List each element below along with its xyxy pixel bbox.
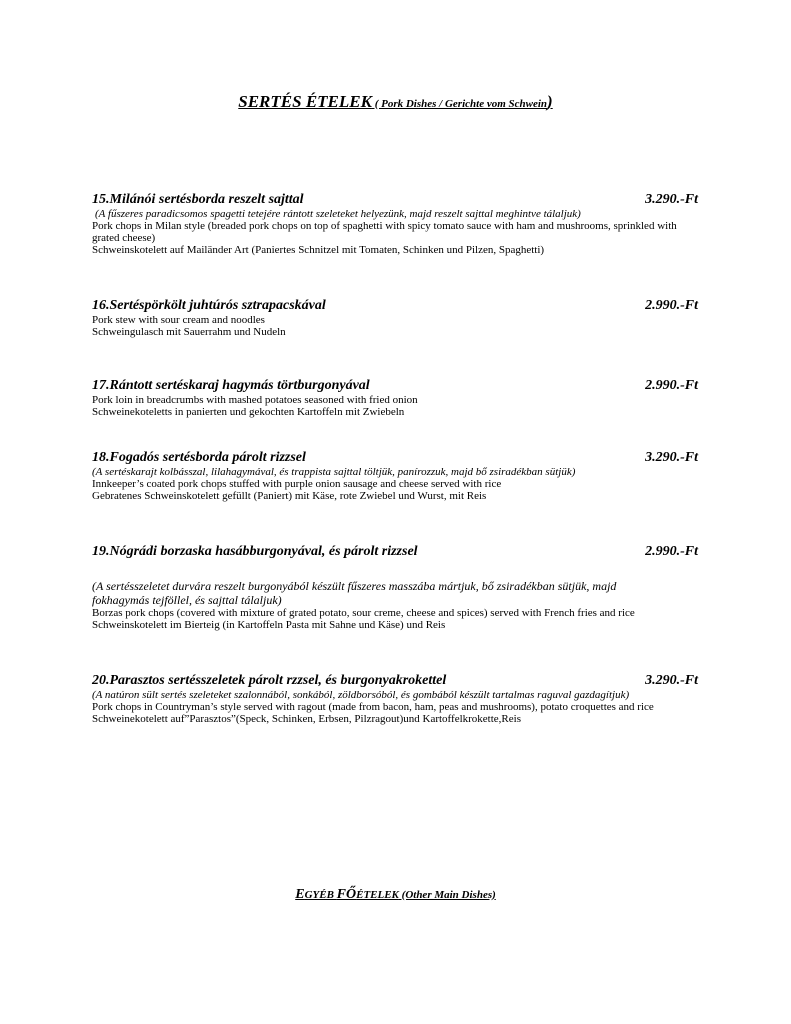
- dish-description-hungarian: (A fűszeres paradicsomos spagetti tetejére rántott szeleteket helyezünk, majd reszelt sajttal meghintve tálaljuk): [95, 208, 581, 220]
- dish-header: [92, 191, 698, 208]
- dish-name: 15.Milánói sertésborda reszelt sajttal: [92, 192, 304, 207]
- dish-description-english: Pork chops in Countryman’s style served with ragout (made from bacon, ham, peas and mushrooms), potato croquettes and rice: [92, 701, 654, 713]
- dish-header: [92, 672, 698, 689]
- dish-price: 2.990.-Ft: [645, 378, 698, 393]
- dish-description-hungarian-2: fokhagymás tejföllel, és sajttal tálaljuk): [92, 593, 282, 607]
- section-title: [0, 92, 791, 112]
- dish-header: [92, 377, 698, 394]
- dish-17: [92, 377, 698, 418]
- dish-15: [92, 191, 698, 256]
- dish-description-german: Schweingulasch mit Sauerrahm und Nudeln: [92, 326, 286, 338]
- section-title-sub: ( Pork Dishes / Gerichte vom Schwein: [371, 98, 548, 110]
- next-section-f-rest: ÉTELEK: [356, 889, 399, 901]
- dish-description-german: Schweinekoteletts in panierten und gekochten Kartoffeln mit Zwiebeln: [92, 406, 405, 418]
- dish-20: [92, 672, 698, 725]
- next-section-e-rest: GYÉB: [304, 889, 337, 901]
- dish-18: [92, 449, 698, 502]
- dish-price: 3.290.-Ft: [645, 450, 698, 465]
- dish-description-english: Pork stew with sour cream and noodles: [92, 314, 265, 326]
- dish-description-english: Innkeeper’s coated pork chops stuffed with purple onion sausage and cheese served with rice: [92, 478, 502, 490]
- dish-name: 19.Nógrádi borzaska hasábburgonyával, és párolt rizzsel: [92, 544, 418, 559]
- dish-name: 16.Sertéspörkölt juhtúrós sztrapacskával: [92, 298, 326, 313]
- section-title-close: ): [547, 92, 553, 111]
- dish-name: 18.Fogadós sertésborda párolt rizzsel: [92, 450, 306, 465]
- dish-description-german: Schweinskotelett im Bierteig (in Kartoffeln Pasta mit Sahne und Käse) und Reis: [92, 619, 446, 631]
- dish-header: [92, 543, 698, 560]
- dish-description-german: Schweinekotelett auf”Parasztos”(Speck, Schinken, Erbsen, Pilzragout)und Kartoffelkrokette,Reis: [92, 713, 521, 725]
- dish-price: 2.990.-Ft: [645, 544, 698, 559]
- next-section-title: [0, 885, 791, 903]
- dish-name: 20.Parasztos sertésszeletek párolt rzzsel, és burgonyakrokettel: [92, 673, 447, 688]
- dish-name: 17.Rántott sertéskaraj hagymás törtburgonyával: [92, 378, 370, 393]
- dish-description-english: Pork loin in breadcrumbs with mashed potatoes seasoned with fried onion: [92, 394, 418, 406]
- dish-description-hungarian-1: (A sertésszeletet durvára reszelt burgonyából készült fűszeres masszába mártjuk, bő zsiradékban sütjük, majd: [92, 579, 617, 593]
- dish-description-german: Schweinskotelett auf Mailänder Art (Paniertes Schnitzel mit Tomaten, Schinken und Pilzen, Spaghetti): [92, 244, 545, 256]
- section-title-main: SERTÉS ÉTELEK: [238, 92, 372, 111]
- dish-description-hungarian: (A sertéskarajt kolbásszal, lilahagymával, és trappista sajttal töltjük, panírozzuk, majd bő zsiradékban sütjük): [92, 466, 576, 478]
- next-section-sub: (Other Main Dishes): [398, 889, 496, 901]
- dish-16: [92, 297, 698, 338]
- dish-description-german: Gebratenes Schweinskotelett gefüllt (Paniert) mit Käse, rote Zwiebel und Wurst, mit Reis: [92, 490, 487, 502]
- dish-19: [92, 543, 698, 631]
- dish-header: [92, 297, 698, 314]
- dish-description-english: Borzas pork chops (covered with mixture of grated potato, sour creme, cheese and spices) served with French fries and rice: [92, 607, 635, 619]
- dish-price: 3.290.-Ft: [645, 673, 698, 688]
- next-section-f-capital: FŐ: [336, 887, 357, 902]
- dish-price: 2.990.-Ft: [645, 298, 698, 313]
- next-section-e-capital: E: [295, 887, 305, 902]
- dish-description-english: Pork chops in Milan style (breaded pork chops on top of spaghetti with spicy tomato sauce with ham and mushrooms, sprinkled with grated cheese): [92, 220, 677, 244]
- dish-price: 3.290.-Ft: [645, 192, 698, 207]
- dish-description-hungarian: (A natúron sült sertés szeleteket szalonnából, sonkából, zöldborsóból, és gombából készült tartalmas raguval gazdagítjuk): [92, 689, 630, 701]
- dish-header: [92, 449, 698, 466]
